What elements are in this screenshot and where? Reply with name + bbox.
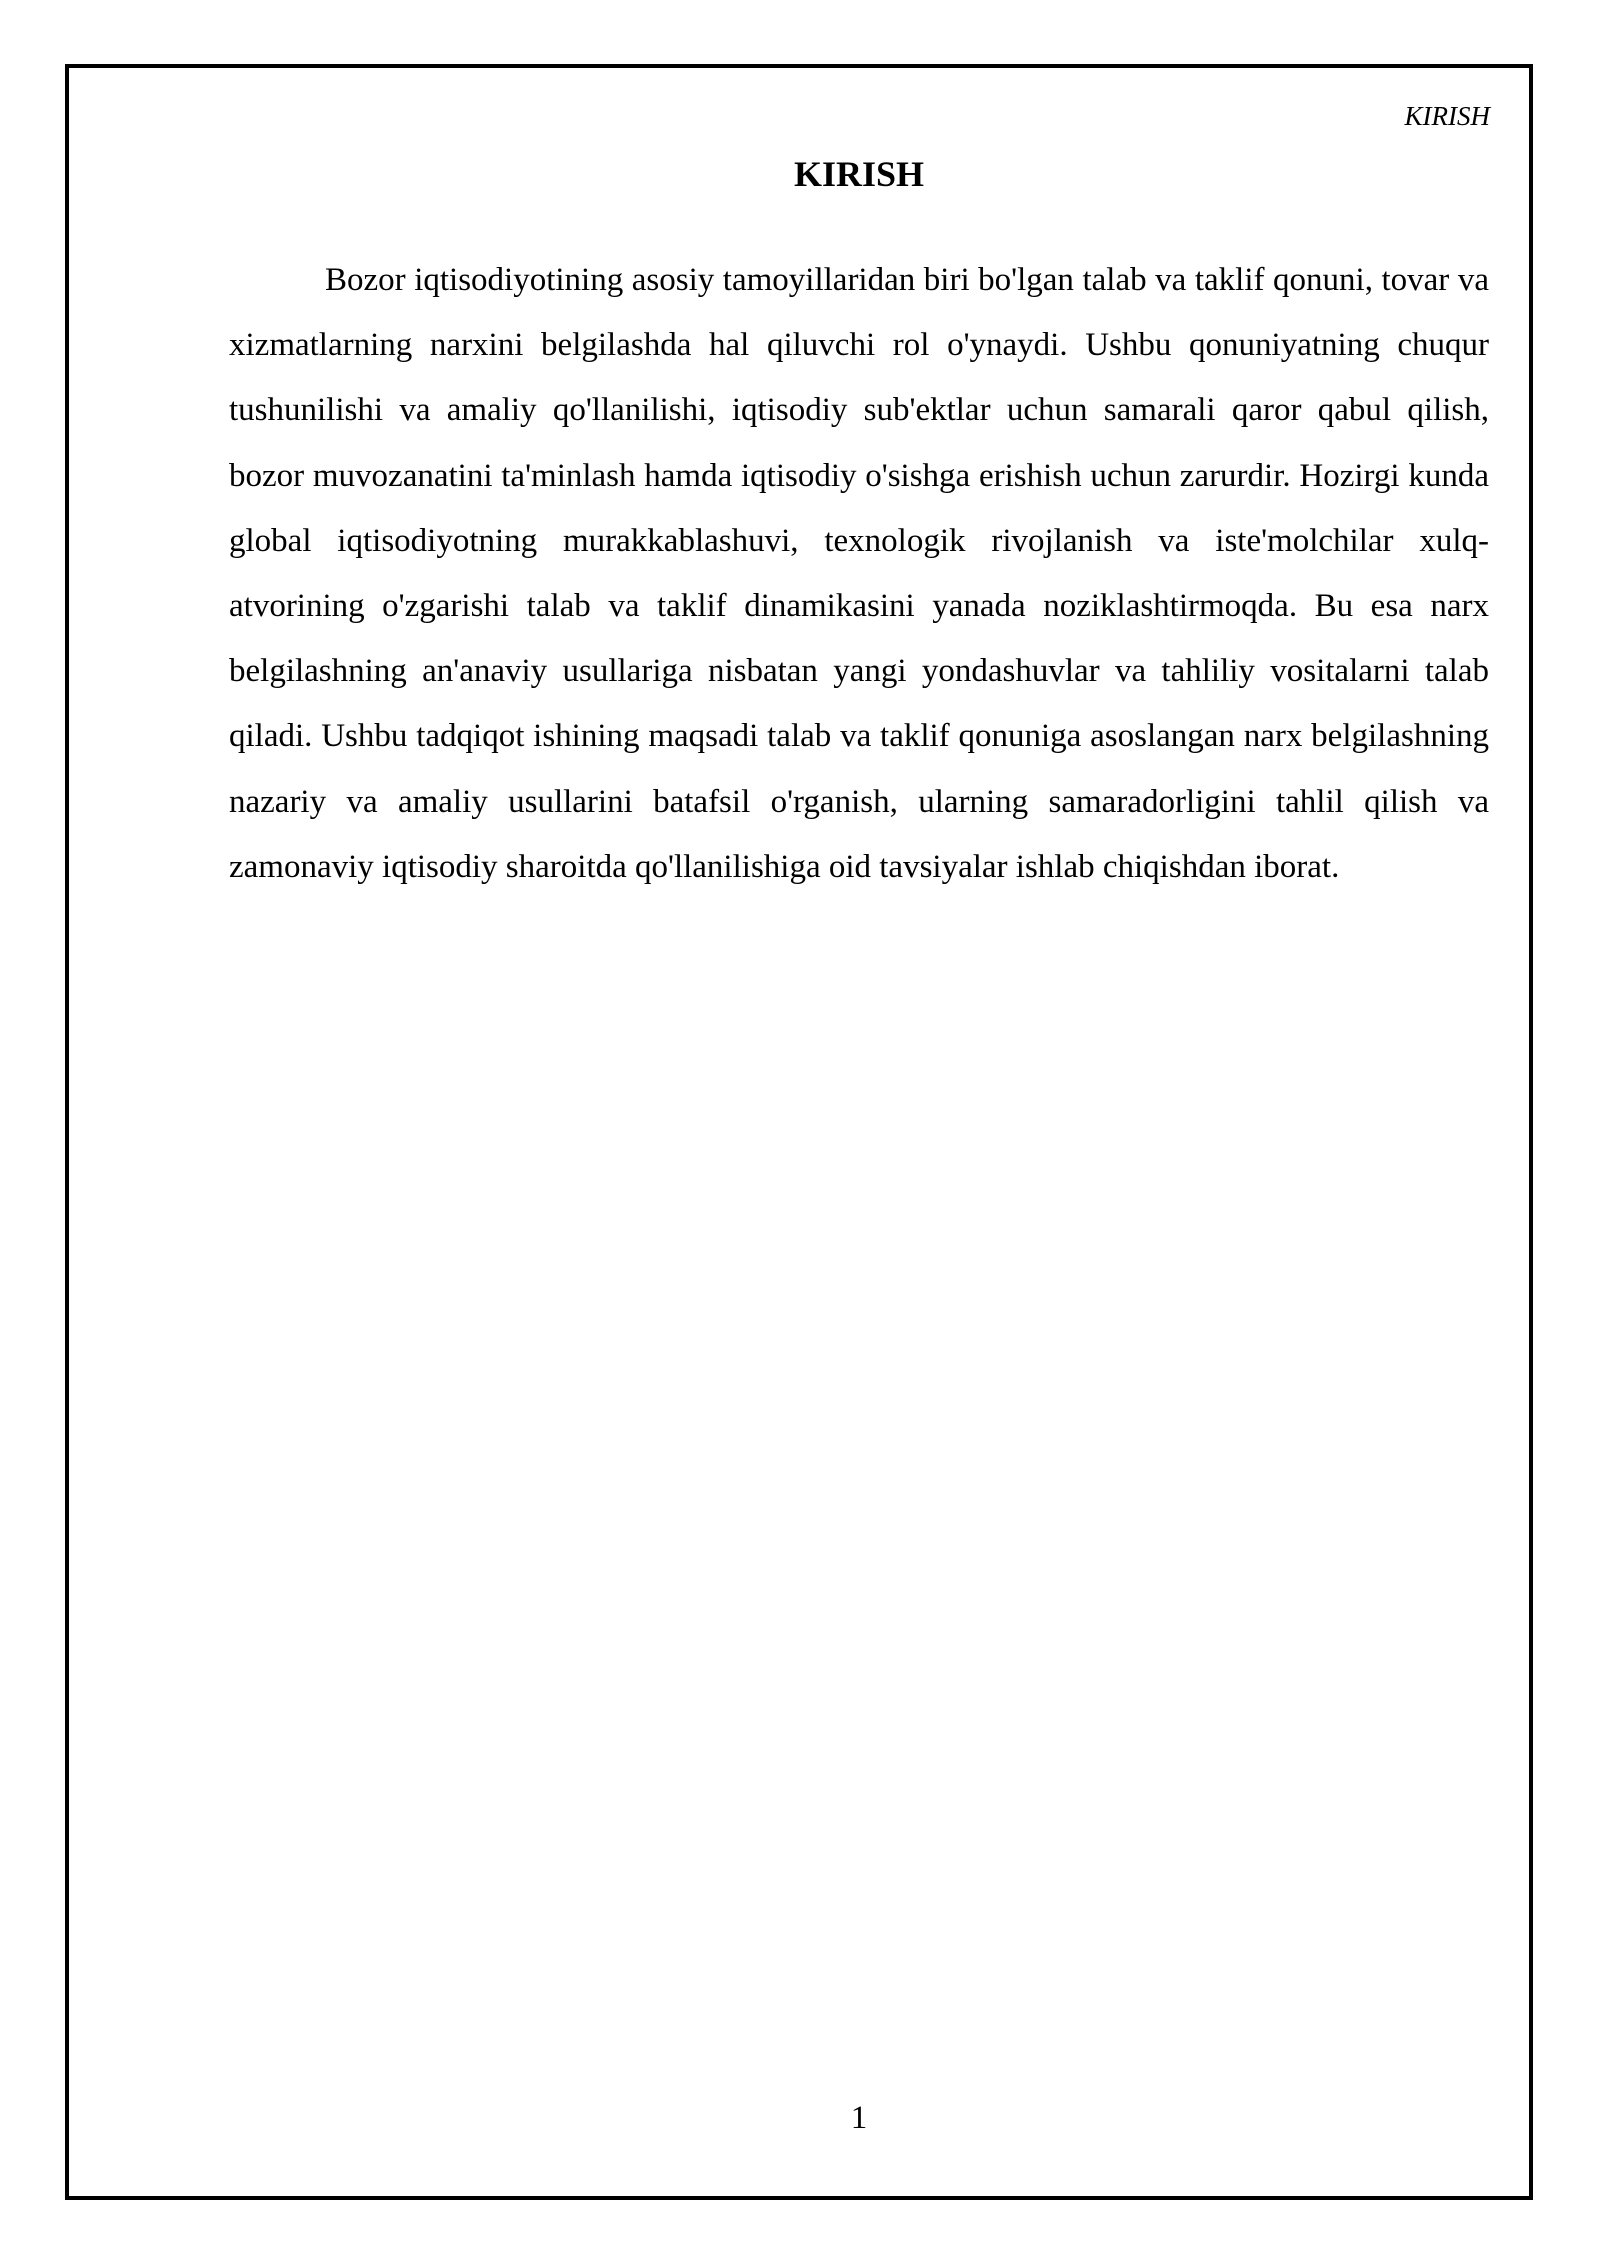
section-heading: KIRISH bbox=[793, 154, 925, 194]
body-paragraph: Bozor iqtisodiyotining asosiy tamoyillaridan biri bo'lgan talab va taklif qonuni, tovar va xizmatlarning narxini belgilashda hal qiluvchi rol o'ynaydi. Ushbu qonuniyatning chuqur tushunilishi va amaliy qo'llanilishi, iqtisodiy sub'ektlar uchun samarali qaror qabul qilish, bozor muvozanatini ta'minlash hamda iqtisodiy o'sishga erishish uchun zarurdir. Hozirgi kunda global iqtisodiyotning murakkablashuvi, texnologik rivojlanish va iste'molchilar xulq-atvorining o'zgarishi talab va taklif dinamikasini yanada noziklashtirmoqda. Bu esa narx belgilashning an'anaviy usullariga nisbatan yangi yondashuvlar va tahliliy vositalarni talab qiladi. Ushbu tadqiqot ishining maqsadi talab va taklif qonuniga asoslangan narx belgilashning nazariy va amaliy usullarini batafsil o'rganish, ularning samaradorligini tahlil qilish va zamonaviy iqtisodiy sharoitda qo'llanilishiga oid tavsiyalar ishlab chiqishdan iborat. bbox=[229, 262, 1489, 885]
running-header: KIRISH bbox=[1404, 101, 1490, 131]
page-number: 1 bbox=[850, 2100, 868, 2136]
